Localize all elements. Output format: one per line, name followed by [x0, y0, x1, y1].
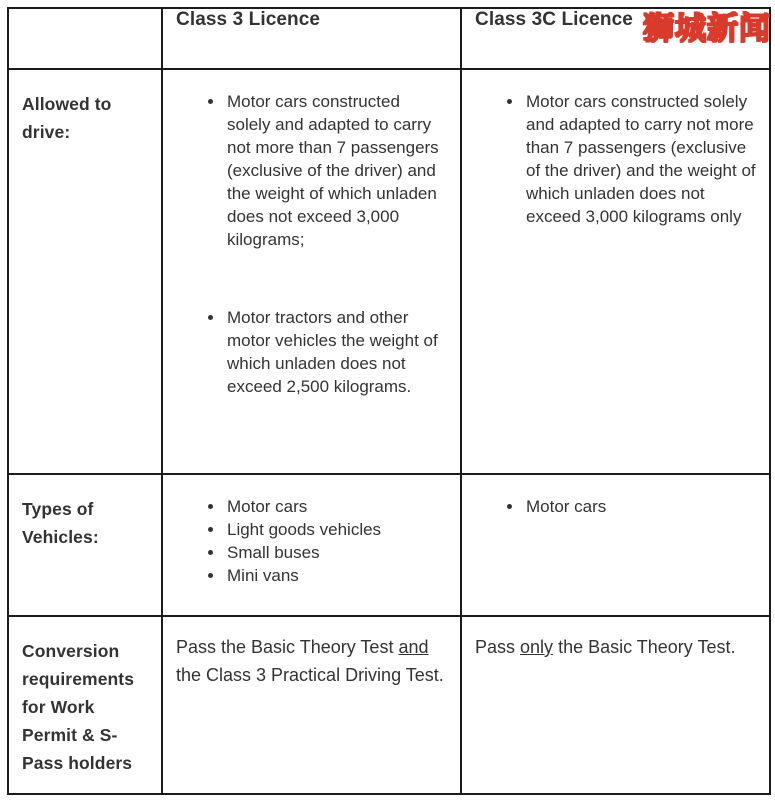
- header-row: [8, 8, 770, 69]
- header-class-3c-licence: Class 3C Licence: [461, 8, 770, 69]
- row-label-conversion-requirements: Conversion requirements for Work Permit & S-Pass holders: [8, 616, 162, 794]
- underlined-word: only: [520, 637, 554, 657]
- row-types-of-vehicles: [8, 474, 770, 616]
- licence-comparison-table: [7, 7, 771, 795]
- bullet-item: • Motor cars: [524, 495, 757, 518]
- cell-types-class3c: [461, 474, 770, 616]
- bullet-item: • Motor cars constructed solely and adapted to carry not more than 7 passengers (exclusive of the driver) and the weight of which unladen does not exceed 3,000 kilograms only: [524, 90, 757, 228]
- cell-allowed-class3: [162, 69, 461, 474]
- bullet-item: • Small buses: [225, 541, 448, 564]
- site-watermark: 狮城新闻: [643, 11, 771, 46]
- bullet-item: • Motor tractors and other motor vehicles the weight of which unladen does not exceed 2,500 kilograms.: [225, 306, 448, 398]
- cell-allowed-class3c: [461, 69, 770, 474]
- header-empty-cell: [8, 8, 162, 69]
- types-class3c-bullet-list: [480, 495, 757, 518]
- row-conversion-requirements: [8, 616, 770, 794]
- bullet-item: • Light goods vehicles: [225, 518, 448, 541]
- bullet-item: • Motor cars constructed solely and adapted to carry not more than 7 passengers (exclusive of the driver) and the weight of which unladen does not exceed 3,000 kilograms;: [225, 90, 448, 251]
- text-part: Pass the Basic Theory Test: [176, 637, 399, 657]
- text-part: the Class 3 Practical Driving Test.: [176, 665, 444, 685]
- allowed-class3c-bullet-list: [480, 90, 757, 228]
- underlined-word: and: [398, 637, 429, 657]
- cell-conversion-class3c: [461, 616, 770, 794]
- row-allowed-to-drive: [8, 69, 770, 474]
- bullet-item: • Mini vans: [225, 564, 448, 587]
- allowed-class3-bullet-list: [181, 90, 448, 398]
- bullet-item: • Motor cars: [225, 495, 448, 518]
- cell-types-class3: [162, 474, 461, 616]
- row-label-types-of-vehicles: Types of Vehicles:: [8, 474, 162, 616]
- types-class3-bullet-list: [181, 495, 448, 587]
- text-part: Pass: [475, 637, 521, 657]
- header-class-3-licence: Class 3 Licence: [162, 8, 461, 69]
- row-label-allowed-to-drive: Allowed to drive:: [8, 69, 162, 474]
- text-part: the Basic Theory Test.: [553, 637, 736, 657]
- cell-conversion-class3: [162, 616, 461, 794]
